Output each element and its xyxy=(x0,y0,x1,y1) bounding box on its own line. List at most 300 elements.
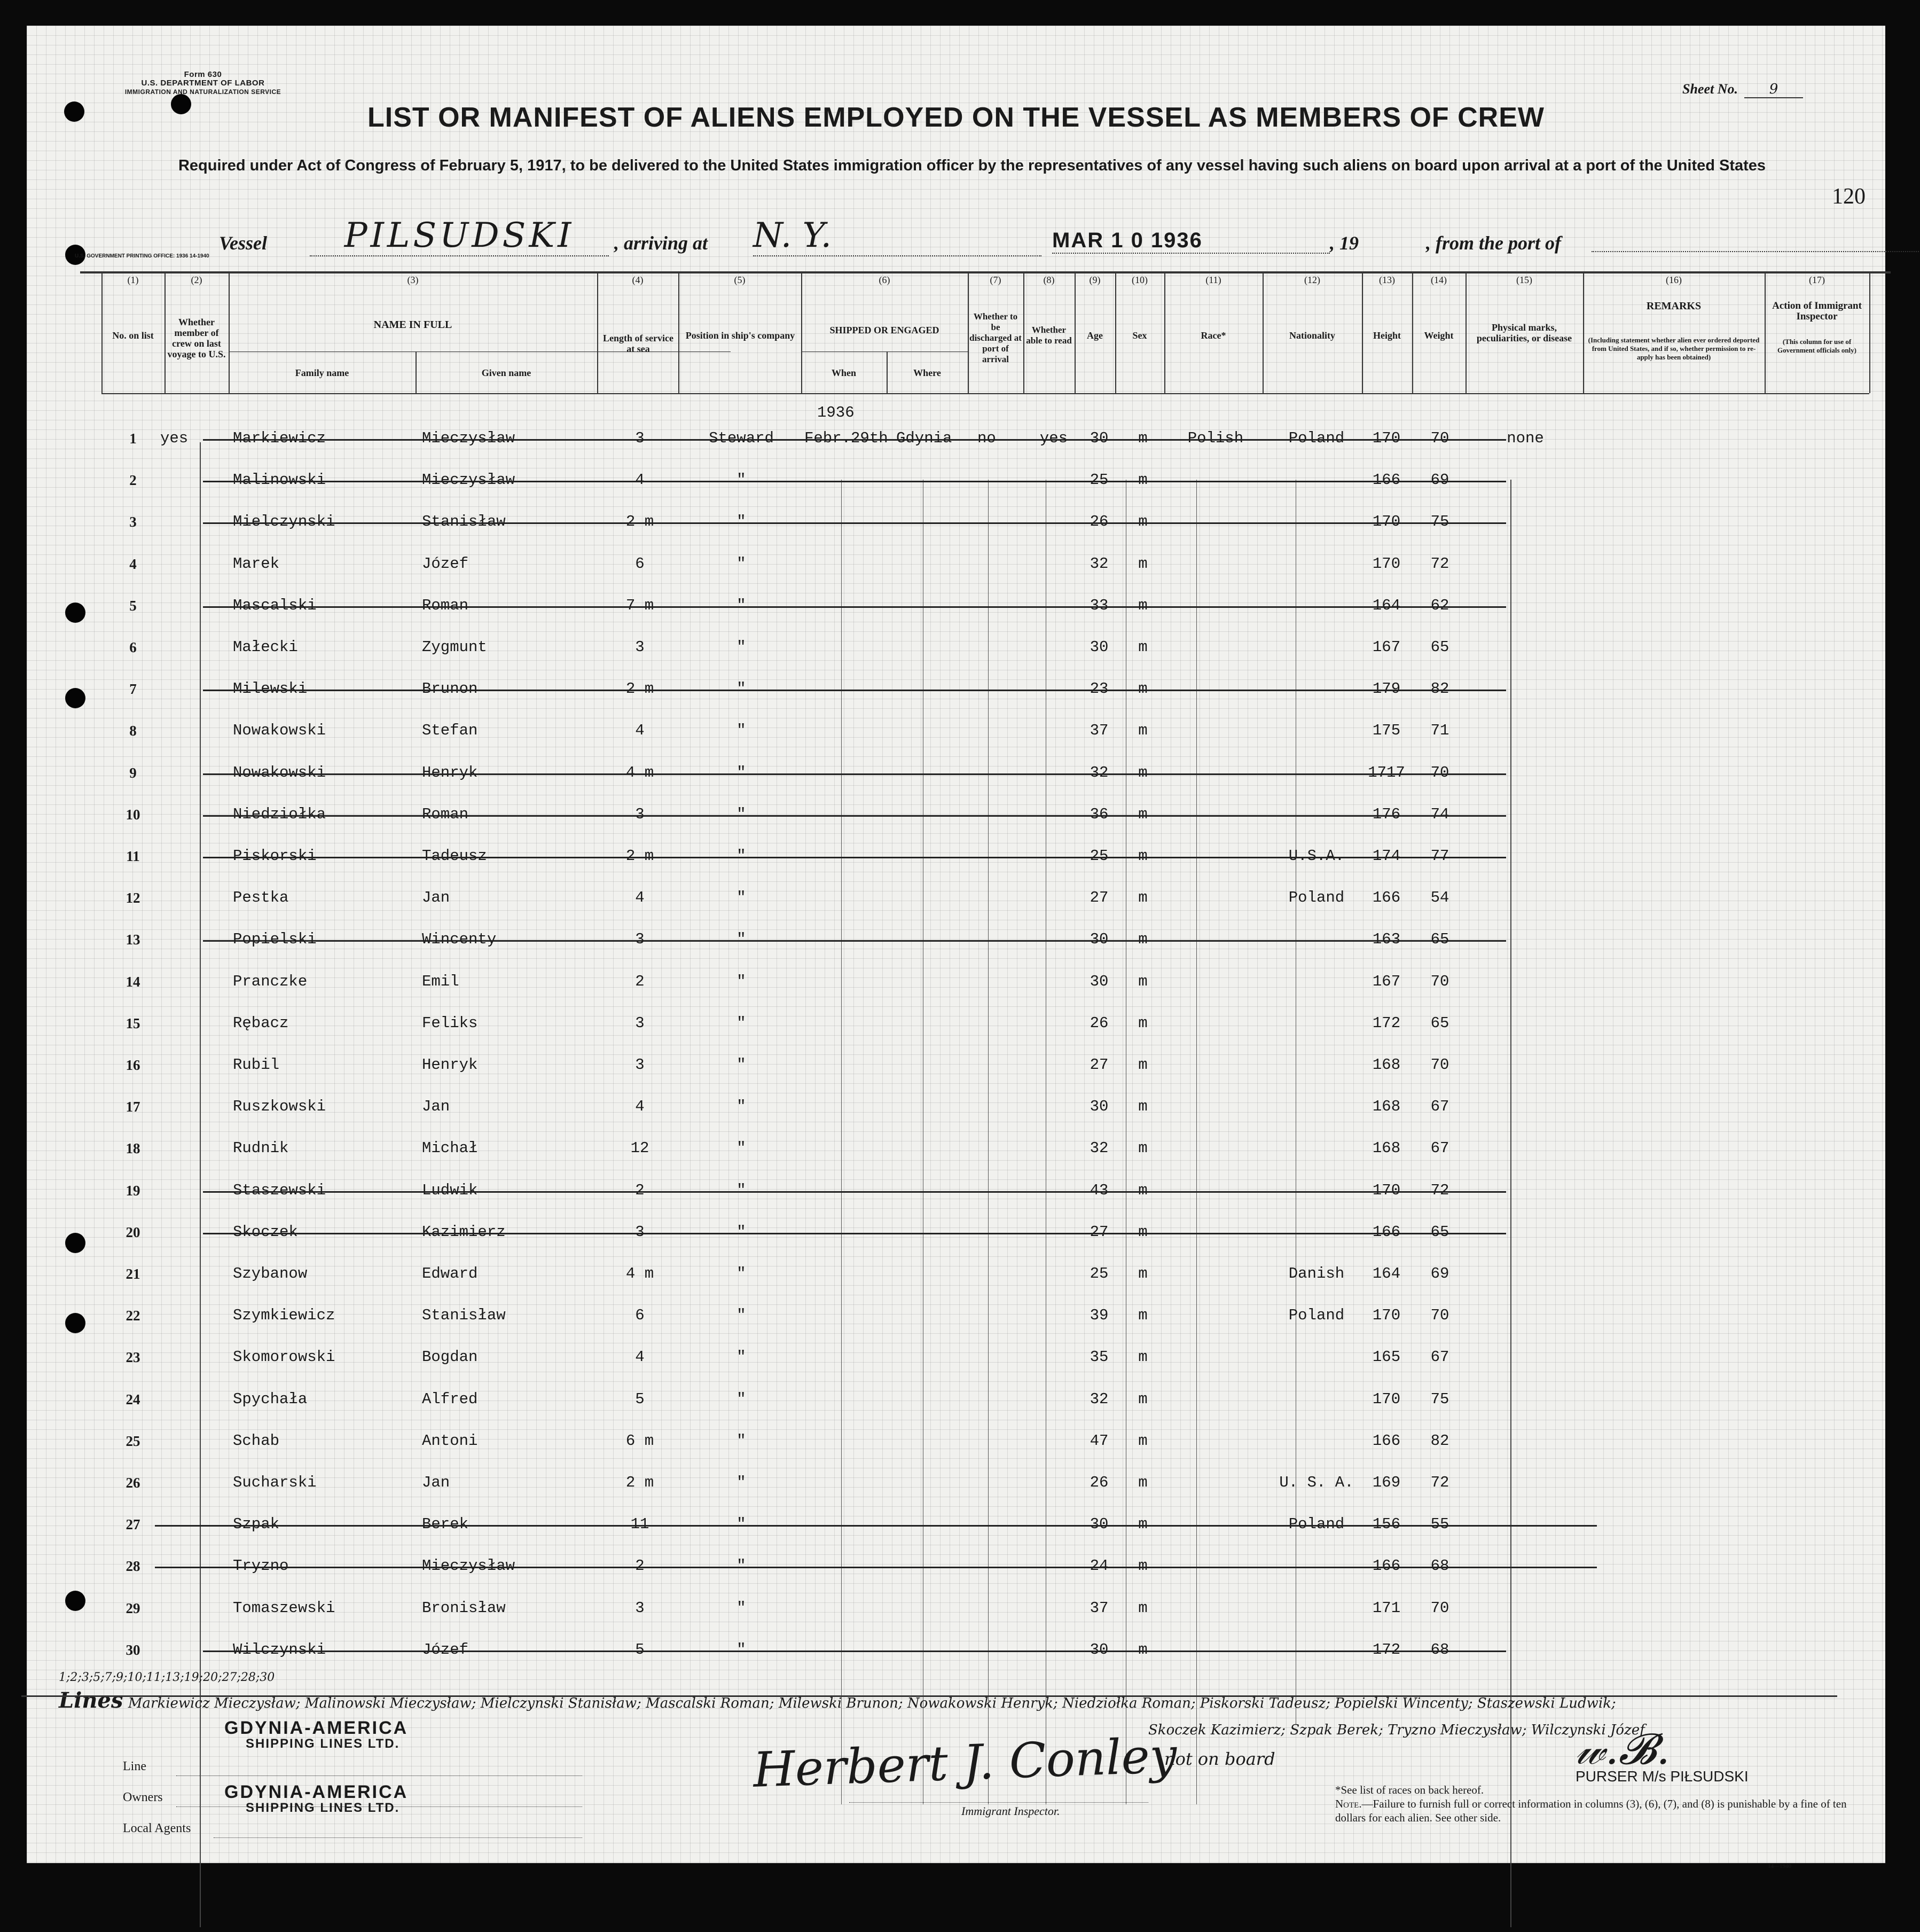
cell-age: 32 xyxy=(1090,1139,1109,1157)
cell-family: Szpak xyxy=(233,1515,280,1534)
cell-marks xyxy=(1467,1545,1584,1587)
cell-age: 30 xyxy=(1090,1640,1109,1659)
cell-where xyxy=(896,1336,976,1378)
cell-sex: m xyxy=(1138,889,1148,907)
cell-read xyxy=(1030,835,1078,877)
cell-where xyxy=(896,794,976,835)
cell-position: " xyxy=(736,1223,746,1241)
cell-race xyxy=(1167,1128,1264,1169)
cell-family: Malinowski xyxy=(233,471,326,489)
cell-race xyxy=(1167,1211,1264,1253)
cell-read xyxy=(1030,1462,1078,1504)
cell-race xyxy=(1167,1044,1264,1086)
cell-discharged xyxy=(977,543,1031,585)
cell-nationality xyxy=(1266,501,1367,543)
cell-discharged xyxy=(977,1253,1031,1295)
cell-given: Bronisław xyxy=(422,1599,506,1617)
cell-marks xyxy=(1467,1587,1584,1629)
cell-prev xyxy=(160,1420,224,1462)
cell-service: 3 xyxy=(635,1599,645,1617)
cell-position: " xyxy=(736,722,746,740)
vessel-name: PILSUDSKI xyxy=(310,216,609,256)
cell-where xyxy=(896,1420,976,1462)
cell-when xyxy=(804,585,900,627)
cell-discharged xyxy=(977,1504,1031,1545)
cell-marks xyxy=(1467,835,1584,877)
cell-no: 15 xyxy=(126,1015,140,1031)
cell-no: 24 xyxy=(126,1391,140,1407)
cell-weight: 54 xyxy=(1430,889,1449,907)
cell-read xyxy=(1030,710,1078,752)
cell-nationality: U.S.A. xyxy=(1288,847,1345,865)
table-row xyxy=(101,501,1869,543)
cell-given: Emil xyxy=(422,972,459,990)
cell-height: 166 xyxy=(1372,471,1401,489)
col-num-1: (1) xyxy=(127,275,139,285)
cell-no: 6 xyxy=(129,639,137,655)
cell-family: Rudnik xyxy=(233,1139,289,1157)
cell-no: 26 xyxy=(126,1475,140,1491)
col-num-2: (2) xyxy=(191,275,202,285)
cell-position: " xyxy=(736,889,746,907)
cell-weight: 82 xyxy=(1430,1432,1449,1450)
cell-prev xyxy=(160,877,224,919)
cell-prev xyxy=(160,1086,224,1128)
cell-service: 3 xyxy=(635,805,645,823)
cell-age: 35 xyxy=(1090,1348,1109,1366)
races-note: *See list of races on back hereof. xyxy=(1335,1784,1484,1796)
cell-read xyxy=(1030,1086,1078,1128)
cell-service: 4 m xyxy=(625,1265,654,1282)
cell-weight: 68 xyxy=(1430,1640,1449,1659)
cell-discharged xyxy=(977,919,1031,960)
cell-service: 11 xyxy=(630,1515,649,1534)
cell-service: 2 m xyxy=(625,680,654,698)
table-row xyxy=(101,1379,1869,1420)
cell-no: 21 xyxy=(126,1266,140,1282)
cell-given: Stanisław xyxy=(422,1307,506,1325)
cell-family: Pestka xyxy=(233,889,289,907)
cell-read xyxy=(1030,961,1078,1003)
cell-service: 2 m xyxy=(625,847,654,865)
cell-height: 172 xyxy=(1372,1640,1401,1659)
cell-discharged xyxy=(977,1587,1031,1629)
cell-age: 24 xyxy=(1090,1557,1109,1575)
note-label: Note. xyxy=(1335,1797,1362,1810)
cell-no: 23 xyxy=(126,1349,140,1366)
cell-when xyxy=(804,627,900,668)
strike-through-line xyxy=(203,1651,1506,1652)
year-above-rows: 1936 xyxy=(817,404,855,421)
cell-family: Nowakowski xyxy=(233,763,326,781)
cell-nationality xyxy=(1266,627,1367,668)
cell-marks xyxy=(1467,752,1584,794)
cell-sex: m xyxy=(1138,972,1148,990)
table-row xyxy=(101,627,1869,668)
cell-sex: m xyxy=(1138,847,1148,865)
col-head-weight: Weight xyxy=(1424,330,1454,341)
cell-no: 16 xyxy=(126,1057,140,1073)
cell-age: 27 xyxy=(1090,889,1109,907)
cell-age: 30 xyxy=(1090,930,1109,949)
cell-nationality xyxy=(1266,752,1367,794)
cell-race xyxy=(1167,543,1264,585)
cell-family: Szybanow xyxy=(233,1265,308,1282)
cell-service: 3 xyxy=(635,930,645,949)
cell-read xyxy=(1030,627,1078,668)
table-row xyxy=(101,1336,1869,1378)
cell-when xyxy=(804,794,900,835)
cell-when xyxy=(804,961,900,1003)
cell-service: 4 xyxy=(635,1098,645,1116)
cell-service: 12 xyxy=(630,1139,649,1157)
from-port-field xyxy=(1592,251,1920,252)
col-head-inspector-note: (This column for use of Government officials only) xyxy=(1777,338,1857,354)
cell-family: Rębacz xyxy=(233,1014,289,1032)
cell-service: 6 xyxy=(635,554,645,573)
cell-age: 30 xyxy=(1090,638,1109,656)
col-head-no: No. on list xyxy=(112,330,154,341)
cell-race xyxy=(1167,710,1264,752)
cell-position: " xyxy=(736,805,746,823)
cell-marks xyxy=(1467,1420,1584,1462)
cell-discharged xyxy=(977,1545,1031,1587)
cell-height: 166 xyxy=(1372,1223,1401,1241)
cell-race xyxy=(1167,1170,1264,1211)
cell-race xyxy=(1167,668,1264,710)
cell-service: 4 xyxy=(635,471,645,489)
cell-age: 32 xyxy=(1090,1390,1109,1408)
cell-height: 156 xyxy=(1372,1515,1401,1534)
sheet-number: 9 xyxy=(1744,81,1803,98)
cell-weight: 72 xyxy=(1430,554,1449,573)
strike-through-line xyxy=(203,857,1506,858)
cell-when xyxy=(804,1504,900,1545)
cell-sex: m xyxy=(1138,1056,1148,1074)
cell-height: 167 xyxy=(1372,638,1401,656)
cell-prev: yes xyxy=(160,429,189,447)
cell-where xyxy=(896,1545,976,1587)
cell-discharged xyxy=(977,1128,1031,1169)
cell-nationality: Danish xyxy=(1288,1265,1345,1282)
table-row xyxy=(101,1003,1869,1044)
annotation-names-1: Markiewicz Mieczysław; Malinowski Mieczysław; Mielczynski Stanisław; Mascalski Roman; Milewski Brunon; Nowakowski Henryk; Niedziołka Roman; Piskorski Tadeusz; Popielski Wincenty; Staszewski Ludwik; xyxy=(128,1695,1616,1711)
cell-no: 22 xyxy=(126,1308,140,1324)
cell-position: " xyxy=(736,763,746,781)
cell-position: " xyxy=(736,1307,746,1325)
cell-marks xyxy=(1467,627,1584,668)
cell-marks xyxy=(1467,585,1584,627)
cell-height: 168 xyxy=(1372,1056,1401,1074)
cell-position: " xyxy=(736,1599,746,1617)
cell-when xyxy=(804,752,900,794)
cell-weight: 69 xyxy=(1430,471,1449,489)
cell-weight: 70 xyxy=(1430,429,1449,447)
table-row xyxy=(101,1295,1869,1336)
cell-prev xyxy=(160,668,224,710)
cell-prev xyxy=(160,627,224,668)
cell-position: " xyxy=(736,1640,746,1659)
cell-weight: 65 xyxy=(1430,638,1449,656)
cell-nationality xyxy=(1266,1170,1367,1211)
cell-discharged xyxy=(977,1379,1031,1420)
cell-when xyxy=(804,1086,900,1128)
cell-no: 29 xyxy=(126,1600,140,1616)
cell-marks xyxy=(1467,877,1584,919)
cell-sex: m xyxy=(1138,1348,1148,1366)
cell-height: 170 xyxy=(1372,1181,1401,1199)
cell-age: 36 xyxy=(1090,805,1109,823)
cell-marks xyxy=(1467,1086,1584,1128)
cell-marks xyxy=(1467,1170,1584,1211)
table-row xyxy=(101,1420,1869,1462)
cell-sex: m xyxy=(1138,1557,1148,1575)
cell-service: 4 xyxy=(635,1348,645,1366)
col-head-remarks: REMARKS xyxy=(1646,300,1702,312)
cell-sex: m xyxy=(1138,638,1148,656)
cell-marks xyxy=(1467,1253,1584,1295)
cell-discharged xyxy=(977,1336,1031,1378)
cell-height: 170 xyxy=(1372,513,1401,531)
cell-age: 27 xyxy=(1090,1056,1109,1074)
form-id-block xyxy=(101,71,304,96)
cell-service: 2 xyxy=(635,1557,645,1575)
cell-where xyxy=(896,1128,976,1169)
cell-where xyxy=(896,1170,976,1211)
page-title: LIST OR MANIFEST OF ALIENS EMPLOYED ON THE VESSEL AS MEMBERS OF CREW xyxy=(367,102,1545,133)
cell-no: 19 xyxy=(126,1182,140,1199)
col-head-age: Age xyxy=(1087,330,1103,341)
cell-sex: m xyxy=(1138,1223,1148,1241)
cell-when: Febr.29th xyxy=(804,429,888,447)
cell-where xyxy=(896,1003,976,1044)
cell-height: 170 xyxy=(1372,554,1401,573)
cell-nationality xyxy=(1266,585,1367,627)
cell-given: Edward xyxy=(422,1265,478,1282)
cell-position: " xyxy=(736,1181,746,1199)
cell-when xyxy=(804,1336,900,1378)
col-head-service: Length of service at sea xyxy=(603,333,673,354)
cell-weight: 68 xyxy=(1430,1557,1449,1575)
cell-race xyxy=(1167,1003,1264,1044)
cell-height: 174 xyxy=(1372,847,1401,865)
cell-prev xyxy=(160,919,224,960)
cell-prev xyxy=(160,1170,224,1211)
cell-marks xyxy=(1467,919,1584,960)
strike-through-line xyxy=(155,1567,1597,1568)
cell-no: 17 xyxy=(126,1099,140,1115)
cell-sex: m xyxy=(1138,1307,1148,1325)
cell-service: 3 xyxy=(635,1014,645,1032)
cell-prev xyxy=(160,1545,224,1587)
cell-no: 25 xyxy=(126,1433,140,1449)
cell-discharged xyxy=(977,1044,1031,1086)
annotation-line-numbers: 1;2;3;5;7;9;10;11;13;19;20;27;28;30 xyxy=(59,1671,275,1684)
cell-height: 175 xyxy=(1372,722,1401,740)
cell-no: 3 xyxy=(129,514,137,530)
cell-position: " xyxy=(736,972,746,990)
cell-race xyxy=(1167,627,1264,668)
strike-through-line xyxy=(155,1525,1597,1527)
cell-sex: m xyxy=(1138,1014,1148,1032)
cell-where xyxy=(896,1044,976,1086)
cell-family: Niedziołka xyxy=(233,805,326,823)
cell-prev xyxy=(160,1462,224,1504)
cell-service: 6 xyxy=(635,1307,645,1325)
cell-discharged xyxy=(977,752,1031,794)
year-label: , 19 xyxy=(1330,232,1359,254)
cell-height: 1717 xyxy=(1368,763,1405,781)
cell-marks xyxy=(1467,1379,1584,1420)
cell-weight: 77 xyxy=(1430,847,1449,865)
table-row xyxy=(101,877,1869,919)
cell-height: 164 xyxy=(1372,1265,1401,1282)
cell-when xyxy=(804,1128,900,1169)
cell-when xyxy=(804,459,900,501)
cell-height: 166 xyxy=(1372,1557,1401,1575)
cell-race xyxy=(1167,1462,1264,1504)
cell-where xyxy=(896,585,976,627)
cell-race xyxy=(1167,877,1264,919)
cell-when xyxy=(804,1044,900,1086)
sheet-number-block xyxy=(1682,81,1853,98)
cell-position: " xyxy=(736,1474,746,1491)
cell-family: Rubil xyxy=(233,1056,280,1074)
cell-family: Popielski xyxy=(233,930,317,949)
cell-race xyxy=(1167,1253,1264,1295)
cell-no: 1 xyxy=(129,431,137,447)
cell-given: Mieczysław xyxy=(422,1557,515,1575)
agents-label: Local Agents xyxy=(123,1821,191,1835)
cell-position: " xyxy=(736,638,746,656)
note-text: —Failure to furnish full or correct information in columns (3), (6), (7), and (8) is punishable by a fine of ten dollars for each alien. See other side. xyxy=(1335,1797,1847,1824)
cell-age: 32 xyxy=(1090,763,1109,781)
cell-given: Feliks xyxy=(422,1014,478,1032)
table-row xyxy=(101,1128,1869,1169)
cell-read xyxy=(1030,877,1078,919)
cell-marks xyxy=(1467,501,1584,543)
cell-read xyxy=(1030,1295,1078,1336)
cell-service: 5 xyxy=(635,1390,645,1408)
cell-when xyxy=(804,668,900,710)
cell-read xyxy=(1030,459,1078,501)
cell-nationality: Poland xyxy=(1288,1515,1345,1534)
cell-nationality: Poland xyxy=(1288,889,1345,907)
cell-when xyxy=(804,1462,900,1504)
cell-race xyxy=(1167,1336,1264,1378)
cell-where: Gdynia xyxy=(896,429,952,447)
cell-family: Mielczynski xyxy=(233,513,335,531)
cell-discharged xyxy=(977,835,1031,877)
cell-where xyxy=(896,1211,976,1253)
cell-discharged xyxy=(977,1003,1031,1044)
cell-height: 176 xyxy=(1372,805,1401,823)
cell-service: 2 m xyxy=(625,1474,654,1491)
cell-weight: 75 xyxy=(1430,513,1449,531)
cell-given: Berek xyxy=(422,1515,469,1534)
cell-read xyxy=(1030,794,1078,835)
table-row xyxy=(101,543,1869,585)
cell-weight: 65 xyxy=(1430,1014,1449,1032)
cell-family: Wilczynski xyxy=(233,1640,326,1659)
cell-nationality xyxy=(1266,1379,1367,1420)
strike-through-line xyxy=(203,815,1506,817)
page-subtitle: Required under Act of Congress of February 5, 1917, to be delivered to the United States immigration officer by the representatives of any vessel having such aliens on board upon arrival at a port of the United States xyxy=(178,157,1766,174)
cell-no: 30 xyxy=(126,1641,140,1658)
cell-sex: m xyxy=(1138,722,1148,740)
cell-where xyxy=(896,543,976,585)
cell-sex: m xyxy=(1138,1474,1148,1491)
from-port-label: , from the port of xyxy=(1426,232,1562,254)
cell-prev xyxy=(160,835,224,877)
cell-when xyxy=(804,501,900,543)
cell-marks xyxy=(1467,1504,1584,1545)
cell-weight: 75 xyxy=(1430,1390,1449,1408)
cell-family: Szymkiewicz xyxy=(233,1307,335,1325)
cell-weight: 70 xyxy=(1430,763,1449,781)
cell-age: 26 xyxy=(1090,513,1109,531)
cell-discharged xyxy=(977,1420,1031,1462)
cell-family: Tryzno xyxy=(233,1557,289,1575)
cell-read xyxy=(1030,752,1078,794)
cell-nationality xyxy=(1266,459,1367,501)
cell-weight: 82 xyxy=(1430,680,1449,698)
cell-read xyxy=(1030,919,1078,960)
cell-weight: 72 xyxy=(1430,1474,1449,1491)
cell-family: Ruszkowski xyxy=(233,1098,326,1116)
cell-service: 5 xyxy=(635,1640,645,1659)
cell-weight: 71 xyxy=(1430,722,1449,740)
line-label: Line xyxy=(123,1759,146,1773)
cell-age: 30 xyxy=(1090,972,1109,990)
vessel-line xyxy=(219,216,1768,253)
cell-weight: 65 xyxy=(1430,1223,1449,1241)
cell-family: Pranczke xyxy=(233,972,308,990)
col-head-height: Height xyxy=(1373,330,1401,341)
line-company-sub: SHIPPING LINES LTD. xyxy=(246,1737,400,1751)
cell-given: Bogdan xyxy=(422,1348,478,1366)
cell-race xyxy=(1167,1295,1264,1336)
cell-read xyxy=(1030,1253,1078,1295)
cell-read xyxy=(1030,1336,1078,1378)
cell-service: 3 xyxy=(635,1056,645,1074)
cell-race xyxy=(1167,1587,1264,1629)
cell-given: Mieczysław xyxy=(422,471,515,489)
col-head-nationality: Nationality xyxy=(1289,330,1335,341)
owners-company-name: GDYNIA-AMERICA xyxy=(224,1782,409,1802)
cell-where xyxy=(896,1086,976,1128)
cell-given: Michał xyxy=(422,1139,478,1157)
cell-given: Mieczysław xyxy=(422,429,515,447)
strike-through-line xyxy=(203,1233,1506,1234)
strike-through-line xyxy=(203,439,1506,441)
cell-family: Staszewski xyxy=(233,1181,326,1199)
cell-height: 172 xyxy=(1372,1014,1401,1032)
cell-family: Mascalski xyxy=(233,596,317,614)
cell-weight: 70 xyxy=(1430,1307,1449,1325)
printing-office-note: U.S. GOVERNMENT PRINTING OFFICE: 1936 14-1940 xyxy=(75,253,209,259)
col-num-5: (5) xyxy=(734,275,746,285)
cell-nationality xyxy=(1266,1211,1367,1253)
cell-given: Brunon xyxy=(422,680,478,698)
table-row xyxy=(101,1504,1869,1545)
cell-nationality xyxy=(1266,1003,1367,1044)
col-head-name: NAME IN FULL xyxy=(373,319,452,331)
cell-weight: 69 xyxy=(1430,1265,1449,1282)
col-num-7: (7) xyxy=(990,275,1001,285)
cell-given: Roman xyxy=(422,596,469,614)
cell-age: 47 xyxy=(1090,1432,1109,1450)
